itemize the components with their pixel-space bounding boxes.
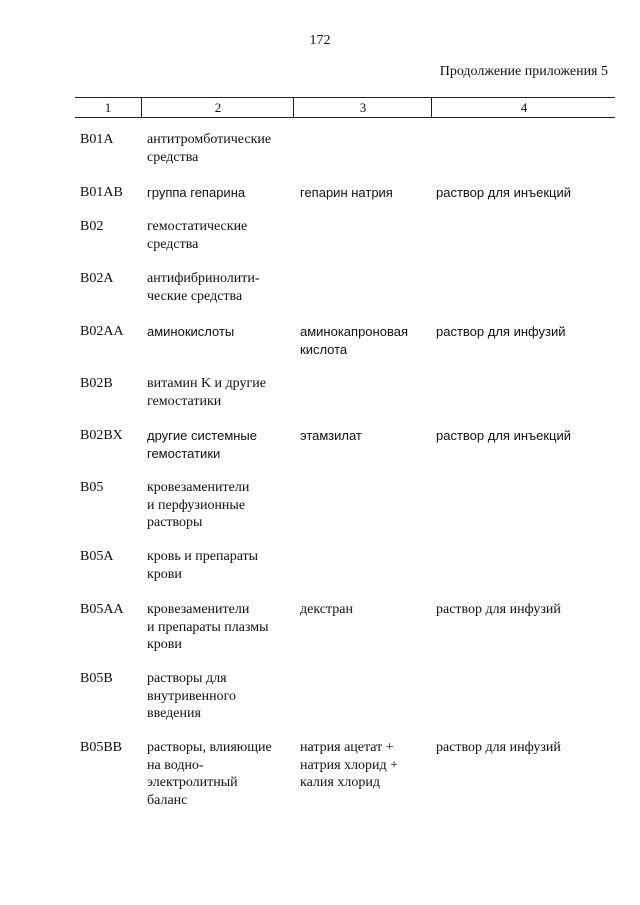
appendix-continuation-caption: Продолжение приложения 5: [439, 64, 608, 79]
pharmacologic-group: кровь и препараты крови: [147, 549, 259, 582]
atc-code: B02AA: [80, 324, 124, 339]
pharmacologic-group: витамин K и другие гемостатики: [147, 376, 266, 409]
header-col-2: 2: [141, 98, 294, 117]
drug-name: декстран: [300, 602, 353, 617]
atc-code: B05A: [80, 549, 114, 564]
header-col-4: 4: [431, 98, 616, 117]
atc-code: B05BB: [80, 740, 123, 755]
atc-code: B02B: [80, 376, 113, 391]
dosage-form: раствор для инъекций: [436, 428, 572, 443]
atc-code: B01AB: [80, 185, 123, 200]
atc-code: B05AA: [80, 602, 124, 617]
atc-code: B05: [80, 480, 104, 495]
drug-name: этамзилат: [300, 428, 362, 443]
pharmacologic-group: антитромботические средства: [147, 132, 272, 165]
pharmacologic-group: растворы для внутривенного введения: [147, 671, 237, 721]
header-col-1: 1: [104, 100, 112, 115]
header-col-3: 3: [293, 98, 432, 117]
drug-name: гепарин натрия: [300, 185, 393, 200]
pharmacologic-group: группа гепарина: [147, 185, 246, 200]
dosage-form: раствор для инъекций: [436, 185, 572, 200]
atc-code: B05B: [80, 671, 113, 686]
pharmacologic-group: антифибринолити- ческие средства: [147, 271, 260, 304]
drug-name: аминокапроновая кислота: [300, 324, 408, 357]
atc-code: B01A: [80, 132, 114, 147]
pharmacologic-group: гемостатические средства: [147, 219, 248, 252]
page-number: 172: [309, 33, 331, 48]
dosage-form: раствор для инфузий: [436, 324, 566, 339]
dosage-form: раствор для инфузий: [436, 602, 561, 617]
pharmacologic-group: другие системные гемостатики: [147, 428, 258, 461]
pharmacologic-group: аминокислоты: [147, 324, 235, 339]
atc-code: B02: [80, 219, 104, 234]
table-header-row: [75, 97, 615, 118]
drug-name: натрия ацетат + натрия хлорид + калия хлорид: [300, 740, 399, 790]
atc-code: B02BX: [80, 428, 123, 443]
atc-code: B02A: [80, 271, 114, 286]
dosage-form: раствор для инфузий: [436, 740, 561, 755]
pharmacologic-group: кровезаменители и перфузионные растворы: [147, 480, 250, 530]
pharmacologic-group: растворы, влияющие на водно- электролитный баланс: [147, 740, 272, 808]
drug-table: [75, 97, 615, 808]
pharmacologic-group: кровезаменители и препараты плазмы крови: [147, 602, 269, 652]
